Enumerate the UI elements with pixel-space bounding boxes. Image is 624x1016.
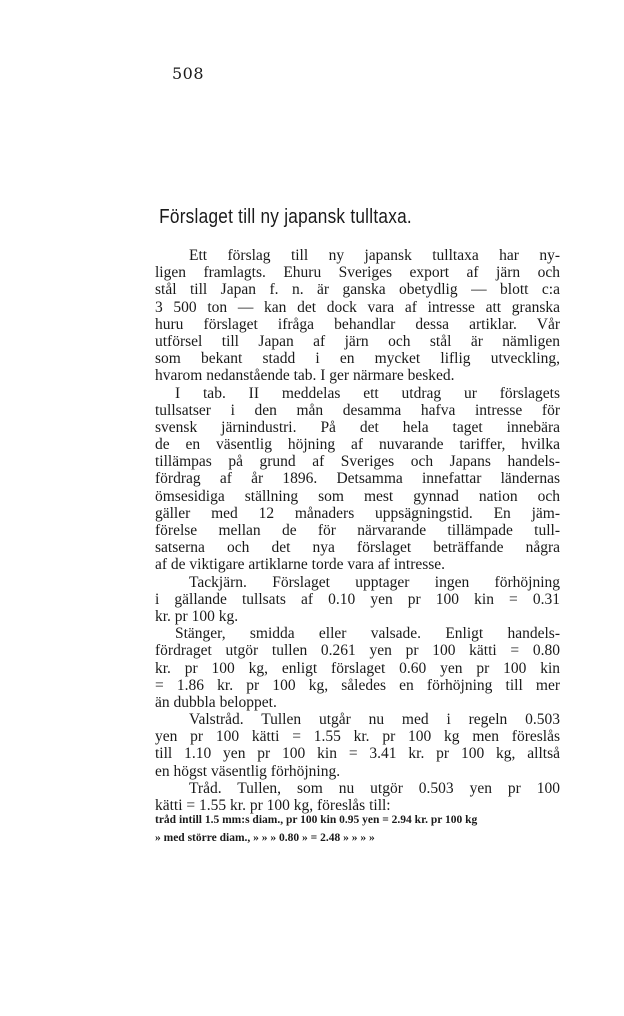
text-line: ömsesidiga ställning som mest gynnad nation och: [155, 487, 560, 505]
page-number: 508: [172, 64, 205, 83]
text-line: i gällande tullsats af 0.10 yen pr 100 kin = 0.31: [155, 590, 560, 608]
text-line: yen pr 100 kätti = 1.55 kr. pr 100 kg men föreslås: [155, 728, 560, 746]
article-title: Förslaget till ny japansk tulltaxa.: [159, 206, 412, 228]
text-line: fördraget utgör tullen 0.261 yen pr 100 kätti = 0.80: [155, 642, 560, 660]
text-line: gäller med 12 månaders uppsägningstid. En jäm-: [155, 504, 560, 522]
text-line: Tackjärn. Förslaget upptager ingen förhöjning: [189, 573, 560, 591]
text-line: som bekant stadd i en mycket liflig utveckling,: [155, 350, 560, 368]
text-line: de en väsentlig höjning af nuvarande tariffer, hvilka: [155, 436, 560, 454]
text-line: Tråd. Tullen, som nu utgör 0.503 yen pr 100: [189, 779, 560, 797]
text-line: tullsatser i den mån desamma hafva intresse för: [155, 401, 560, 419]
text-line: kätti = 1.55 kr. pr 100 kg, föreslås till:: [155, 797, 391, 814]
text-line: en högst väsentlig förhöjning.: [155, 762, 341, 780]
text-line: I tab. II meddelas ett utdrag ur förslagets: [175, 384, 560, 402]
table-row: tråd intill 1.5 mm:s diam., pr 100 kin 0.95 yen = 2.94 kr. pr 100 kg: [155, 814, 478, 826]
text-line: kr. pr 100 kg, enligt förslaget 0.60 yen pr 100 kin: [155, 659, 560, 677]
text-line: till 1.10 yen pr 100 kin = 3.41 kr. pr 100 kg, alltså: [155, 745, 560, 763]
text-line: utförsel till Japan af järn och stål är nämligen: [155, 332, 560, 350]
text-line: än dubbla beloppet.: [155, 693, 277, 711]
text-line: tillämpas på grund af Sveriges och Japans handels-: [155, 453, 560, 471]
text-line: Stänger, smidda eller valsade. Enligt handels-: [175, 625, 560, 643]
table-row: » med större diam., » » » 0.80 » = 2.48 » » » »: [155, 832, 375, 844]
text-line: stål till Japan f. n. är ganska obetydlig — blott c:a: [155, 281, 560, 299]
text-line: fördrag af år 1896. Detsamma innefattar ländernas: [155, 470, 560, 488]
text-line: af de viktigare artiklarne torde vara af intresse.: [155, 556, 446, 574]
text-line: förelse mellan de för närvarande tillämpade tull-: [155, 522, 560, 539]
text-line: hvarom nedanstående tab. I ger närmare besked.: [155, 367, 455, 385]
tariff-table: [155, 814, 560, 850]
text-line: = 1.86 kr. pr 100 kg, således en förhöjning till mer: [155, 676, 560, 694]
text-line: Ett förslag till ny japansk tulltaxa har ny-: [189, 247, 560, 264]
text-line: ligen framlagts. Ehuru Sveriges export af järn och: [155, 264, 560, 282]
text-line: Valstråd. Tullen utgår nu med i regeln 0.503: [189, 711, 560, 729]
text-line: svensk järnindustri. På det hela taget innebära: [155, 418, 560, 436]
text-line: satserna och det nya förslaget beträffande några: [155, 539, 560, 557]
text-line: 3 500 ton — kan det dock vara af intresse att granska: [155, 298, 560, 316]
text-line: huru förslaget ifråga behandlar dessa artiklar. Vår: [155, 315, 560, 333]
text-line: kr. pr 100 kg.: [155, 607, 239, 625]
article-body: [155, 247, 560, 814]
